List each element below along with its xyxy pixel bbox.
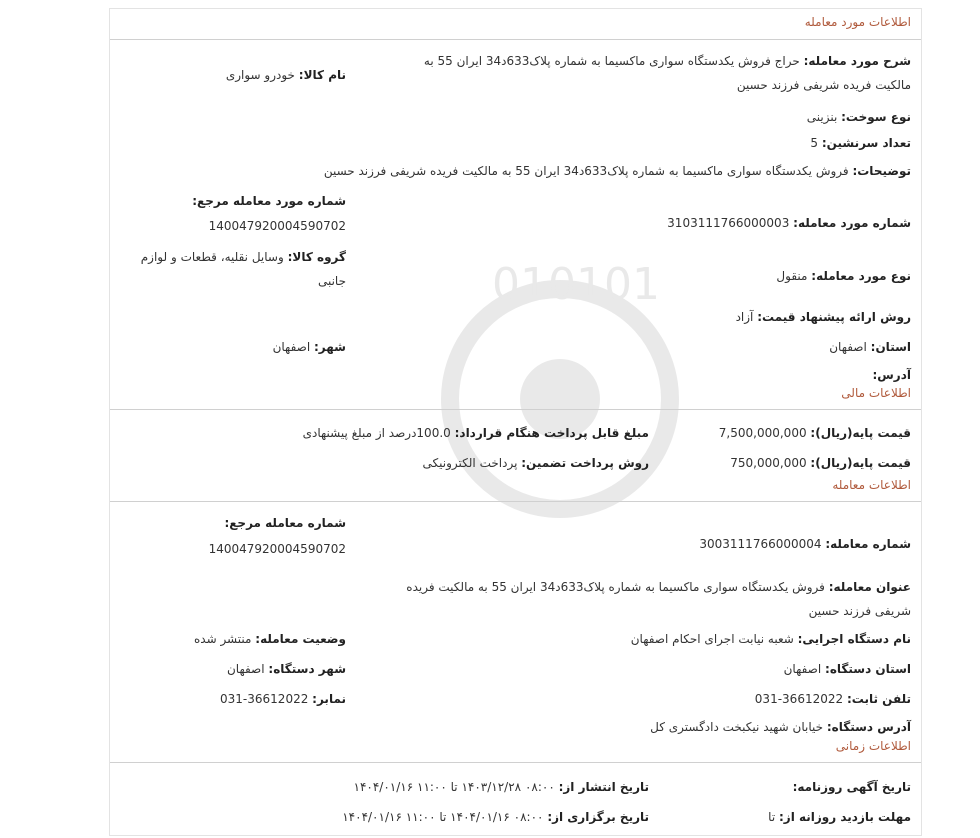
section-divider	[110, 39, 921, 40]
fuel-type-field: نوع سوخت: بنزینی	[806, 110, 911, 124]
agency-province-field: استان دستگاه: اصفهان	[783, 662, 911, 676]
ref-deal-number-value: 14004792000459070​2	[208, 219, 346, 233]
phone-field: تلفن ثابت: 36612022-031	[754, 692, 911, 706]
section-divider	[110, 409, 921, 410]
section-title-financial: اطلاعات مالی	[841, 386, 911, 400]
contract-payment-field: مبلغ قابل پرداخت هنگام قرارداد: 100.0درصد از مبلغ پیشنهادی	[302, 426, 649, 440]
section-title-timing: اطلاعات زمانی	[835, 739, 911, 753]
deal-description-field: شرح مورد معامله: حراج فروش یکدستگاه سواری ماکسیما به شماره پلاک633د34 ایران 55 به مالکیت فریده شریفی فرزند حسین	[423, 54, 911, 92]
publish-date-field: تاریخ انتشار از: ۰۸:۰۰ ۱۴۰۳/۱۲/۲۸ تا ۱۱:۰۰ ۱۴۰۴/۰۱/۱۶	[353, 780, 649, 794]
deal-type-field: نوع مورد معامله: منقول	[776, 269, 911, 283]
agency-name-field: نام دستگاه اجرایی: شعبه نیابت اجرای احکام اصفهان	[630, 632, 911, 646]
section-title-transaction: اطلاعات معامله	[832, 478, 911, 492]
section-divider	[110, 501, 921, 502]
ref-transaction-number-value: 140047920004590702	[208, 542, 346, 556]
visit-deadline-field: مهلت بازدید روزانه از: تا	[768, 810, 911, 824]
section-title-deal-info: اطلاعات مورد معامله	[804, 15, 911, 29]
base-price-field: قیمت پایه(ریال): 7,500,000,000	[718, 426, 911, 440]
transaction-status-field: وضعیت معامله: منتشر شده	[193, 632, 346, 646]
deal-details-panel	[109, 8, 922, 836]
ref-transaction-number-label: شماره معامله مرجع:	[224, 516, 346, 530]
goods-group-field: گروه کالا: وسایل نقلیه، قطعات و لوازم جانبی	[140, 250, 346, 288]
notes-field: توضیحات: فروش یکدستگاه سواری ماکسیما به شماره پلاک633د34 ایران 55 به مالکیت فریده شریفی فرزند حسین	[323, 164, 911, 178]
svg-text:010101: 010101	[492, 259, 660, 310]
transaction-number-field: شماره معامله: 3003111766000004	[699, 537, 911, 551]
ref-deal-number-label: شماره مورد معامله مرجع:	[192, 194, 346, 208]
province-field: استان: اصفهان	[829, 340, 911, 354]
held-date-field: تاریخ برگزاری از: ۰۸:۰۰ ۱۴۰۴/۰۱/۱۶ تا ۱۱:۰۰ ۱۴۰۴/۰۱/۱۶	[342, 810, 649, 824]
section-divider	[110, 762, 921, 763]
fax-field: نمابر: 36612022-031	[220, 692, 346, 706]
guarantee-method-field: روش پرداخت تضمین: پرداخت الکترونیکی	[422, 456, 649, 470]
deal-number-field: شماره مورد معامله: 3103111766000003	[667, 216, 911, 230]
city-field: شهر: اصفهان	[272, 340, 346, 354]
guarantee-amount-field: قیمت پایه(ریال): 750,000,000	[730, 456, 911, 470]
newspaper-date-field: تاریخ آگهی روزنامه:	[792, 780, 911, 794]
agency-city-field: شهر دستگاه: اصفهان	[226, 662, 346, 676]
passengers-field: تعداد سرنشین: 5	[810, 136, 911, 150]
agency-address-field: آدرس دستگاه: خیابان شهید نیکبخت دادگستری کل	[650, 720, 911, 734]
transaction-title-field: عنوان معامله: فروش یکدستگاه سواری ماکسیما به شماره پلاک633د34 ایران 55 به مالکیت فریده شریفی فرزند حسین	[406, 580, 911, 618]
goods-name-field: نام کالا: خودرو سواری	[225, 68, 346, 82]
address-field: آدرس:	[872, 368, 911, 382]
bid-method-field: روش ارائه پیشنهاد قیمت: آزاد	[735, 310, 911, 324]
